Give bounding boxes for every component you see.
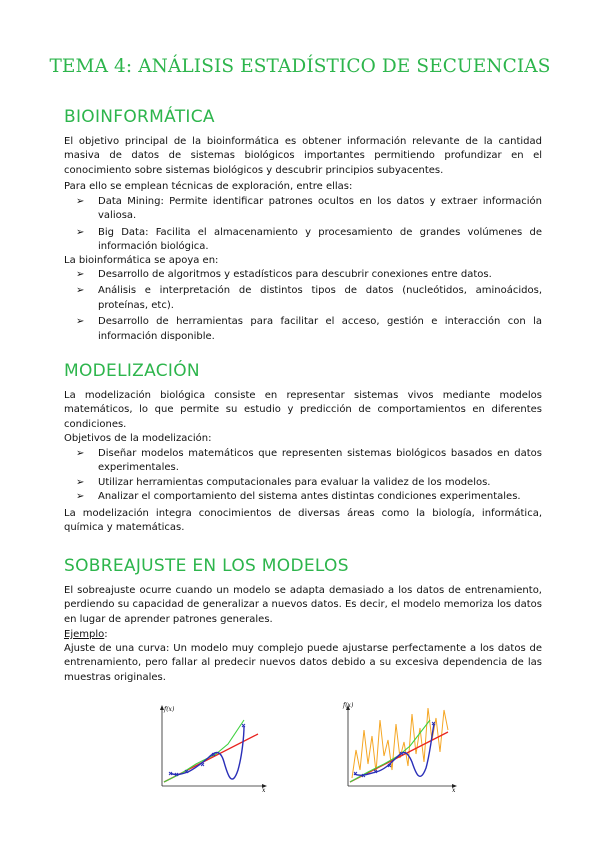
model-paragraph-2: Objetivos de la modelización: [64, 433, 212, 444]
list-item: ➢ Big Data: Facilita el almacenamiento y procesamiento de grandes volúmenes de información biológica. [76, 226, 542, 253]
bioinfo-paragraph-3: La bioinformática se apoya en: [64, 255, 219, 266]
x-axis-label: x [452, 787, 456, 792]
example-label-line: Ejemplo: [64, 629, 108, 640]
heading-modelizacion: MODELIZACIÓN [64, 361, 200, 381]
example-label: Ejemplo [64, 629, 105, 640]
list-item: ➢ Diseñar modelos matemáticos que representen sistemas biológicos basados en datos experimentales. [76, 448, 542, 474]
heading-sobreajuste: SOBREAJUSTE EN LOS MODELOS [64, 556, 349, 576]
arrow-bullet-icon: ➢ [76, 285, 85, 297]
overfit-paragraph-1: El sobreajuste ocurre cuando un modelo se adapta demasiado a los datos de entrenamiento, perdiendo su capacidad de generalizar a nuevos datos. Es decir, el modelo memoriza los datos en lugar de aprender patrones generales. [64, 585, 542, 625]
bioinfo-paragraph-2: Para ello se emplean técnicas de exploración, entre ellas: [64, 181, 353, 192]
model-paragraph-3: La modelización integra conocimientos de diversas áreas como la biología, informática, química y matemáticas. [64, 508, 542, 534]
list-item: ➢ Analizar el comportamiento del sistema antes distintas condiciones experimentales. [76, 490, 542, 504]
model-objectives-list [76, 447, 542, 505]
list-item: ➢ Utilizar herramientas computacionales para evaluar la validez de los modelos. [76, 476, 542, 490]
heading-bioinformatica: BIOINFORMÁTICA [64, 107, 215, 127]
arrow-bullet-icon: ➢ [76, 448, 85, 459]
y-axis-label: f(x) [343, 702, 354, 709]
arrow-bullet-icon: ➢ [76, 491, 85, 503]
orange-noisy-curve [352, 708, 448, 778]
overfitting-curve-figure [152, 700, 270, 792]
list-item: ➢ Desarrollo de algoritmos y estadísticos para descubrir conexiones entre datos. [76, 268, 542, 282]
noisy-overfitting-figure [338, 700, 460, 792]
y-axis-label: f(x) [164, 706, 175, 713]
green-fit-line [164, 720, 244, 782]
blue-overfit-curve [170, 726, 244, 779]
page-title: TEMA 4: ANÁLISIS ESTADÍSTICO DE SECUENCIAS [49, 56, 551, 77]
arrow-bullet-icon: ➢ [76, 196, 85, 207]
list-item: ➢ Data Mining: Permite identificar patrones ocultos en los datos y extraer información valiosa. [76, 196, 542, 222]
arrow-bullet-icon: ➢ [76, 269, 85, 280]
data-point [201, 763, 204, 766]
data-points [169, 724, 245, 776]
bioinfo-support-list [76, 268, 542, 346]
bioinfo-techniques-list [76, 195, 542, 257]
list-item: ➢ Desarrollo de herramientas para facilitar el acceso, gestión e interacción con la información disponible. [76, 316, 542, 342]
arrow-bullet-icon: ➢ [76, 316, 85, 328]
model-paragraph-1: La modelización biológica consiste en representar sistemas vivos mediante modelos matemáticos, lo que permite su estudio y predicción de comportamientos en diferentes condiciones. [64, 390, 542, 430]
x-axis-label: x [262, 787, 266, 792]
overfit-paragraph-2: Ajuste de una curva: Un modelo muy complejo puede ajustarse perfectamente a los datos de entrenamiento, pero fallar al predecir nuevos datos debido a su excesiva dependencia de las muestras originales. [64, 643, 542, 683]
arrow-bullet-icon: ➢ [76, 476, 85, 488]
list-item: ➢ Análisis e interpretación de distintos tipos de datos (nucleótidos, aminoácidos, proteínas, etc). [76, 285, 542, 311]
bioinfo-paragraph-1: El objetivo principal de la bioinformática es obtener información relevante de la cantidad masiva de datos de sistemas biológicos importantes permitiendo profundizar en el conocimiento sobre sistemas biológicos y descubrir principios subyacentes. [64, 136, 542, 176]
arrow-bullet-icon: ➢ [76, 226, 85, 238]
